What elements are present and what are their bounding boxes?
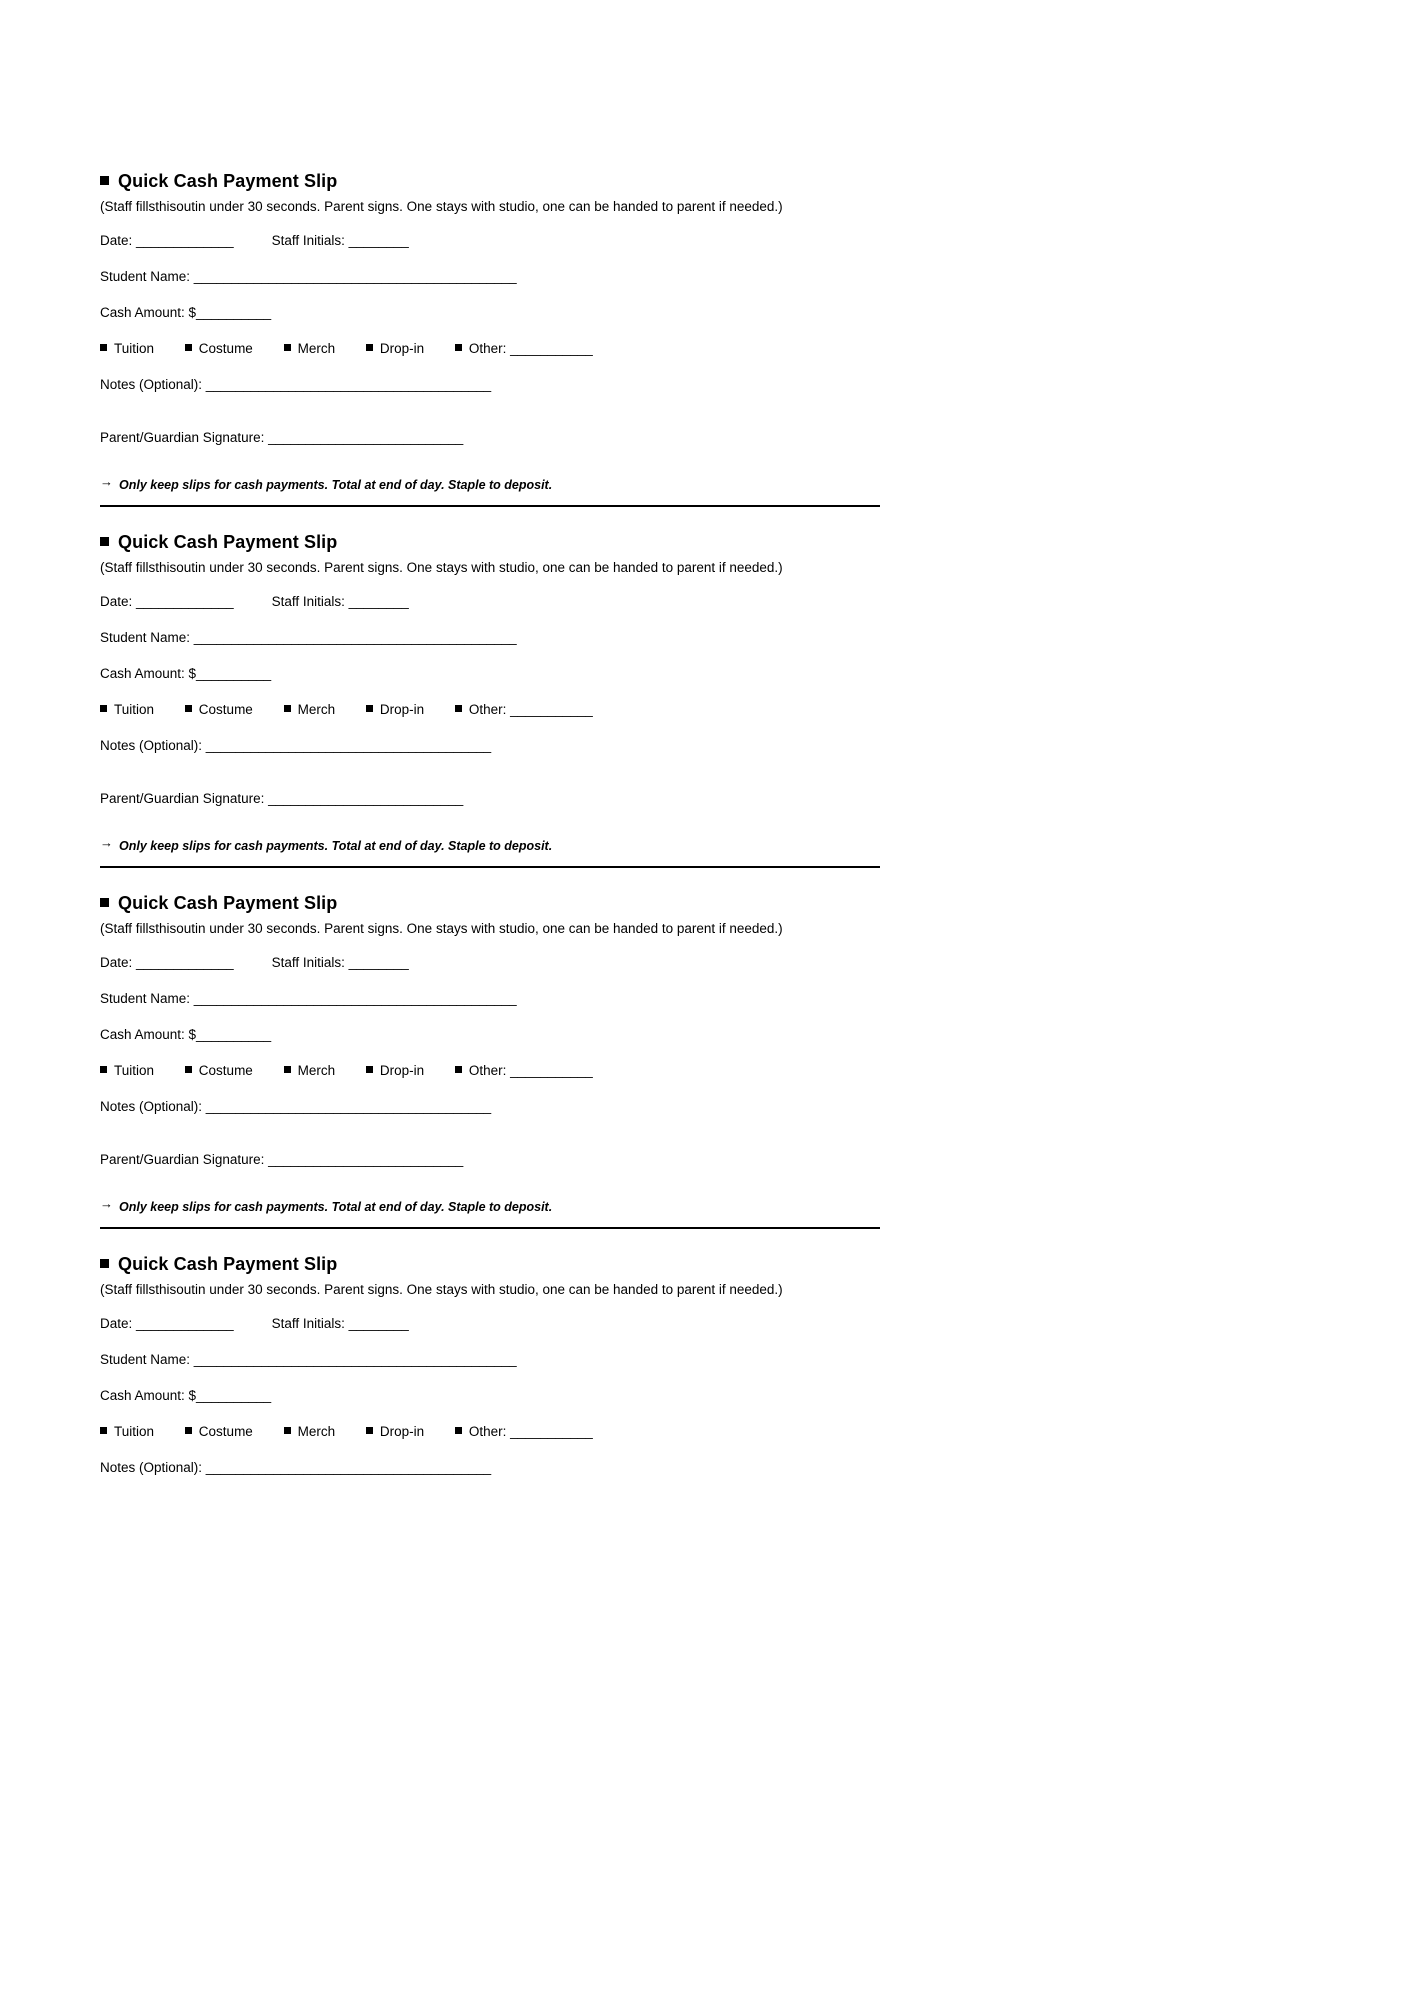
checkbox-option: [100, 340, 154, 357]
staff-initials-field: Staff Initials: ________: [271, 1316, 409, 1331]
date-field: Date: _____________: [100, 594, 234, 609]
staff-initials-field: Staff Initials: ________: [271, 594, 409, 609]
checkbox-label: Merch: [297, 341, 336, 356]
date-staff-row: [100, 1315, 880, 1332]
footer-note: [100, 1196, 880, 1215]
student-name-field: Student Name: ___________________________________________: [100, 991, 517, 1006]
signature-field: Parent/Guardian Signature: __________________________: [100, 1152, 464, 1167]
payment-slip: [100, 892, 880, 1229]
checkbox-label: Drop-in: [379, 1063, 425, 1078]
checkbox-icon: [100, 705, 107, 712]
checkbox-option: [455, 1423, 593, 1440]
checkbox-option: [100, 1062, 154, 1079]
slip-subtitle: (Staff fillsthisoutin under 30 seconds. Parent signs. One stays with studio, one can be handed to parent if needed.): [100, 199, 783, 214]
checkbox-label: Other: ___________: [468, 1063, 593, 1078]
checkbox-label: Costume: [198, 1063, 253, 1078]
notes-field: Notes (Optional): ______________________________________: [100, 1099, 492, 1114]
checkbox-icon: [100, 1427, 107, 1434]
date-staff-row: [100, 954, 880, 971]
category-checkbox-row: [100, 701, 880, 718]
checkbox-option: [185, 1062, 253, 1079]
student-name-field: Student Name: ___________________________________________: [100, 269, 517, 284]
category-checkbox-row: [100, 1062, 880, 1079]
checkbox-option: [284, 701, 336, 718]
category-checkbox-row: [100, 1423, 880, 1440]
checkbox-icon: [185, 1066, 192, 1073]
divider-rule: [100, 505, 880, 507]
checkbox-label: Tuition: [114, 1424, 155, 1439]
square-bullet-icon: [100, 176, 109, 185]
slip-subtitle: (Staff fillsthisoutin under 30 seconds. Parent signs. One stays with studio, one can be handed to parent if needed.): [100, 921, 783, 936]
notes-field: Notes (Optional): ______________________________________: [100, 738, 492, 753]
slip-title-text: Quick Cash Payment Slip: [118, 532, 338, 552]
slip-subtitle: (Staff fillsthisoutin under 30 seconds. Parent signs. One stays with studio, one can be handed to parent if needed.): [100, 560, 783, 575]
student-name-field: Student Name: ___________________________________________: [100, 630, 517, 645]
checkbox-label: Other: ___________: [468, 341, 593, 356]
checkbox-option: [455, 340, 593, 357]
checkbox-option: [185, 1423, 253, 1440]
divider-rule: [100, 866, 880, 868]
checkbox-label: Merch: [297, 1063, 336, 1078]
footer-note-text: Only keep slips for cash payments. Total at end of day. Staple to deposit.: [119, 478, 553, 492]
payment-slip-truncated: [100, 1253, 880, 1476]
staff-initials-field: Staff Initials: ________: [271, 233, 409, 248]
checkbox-option: [366, 701, 424, 718]
square-bullet-icon: [100, 1259, 109, 1268]
cash-amount-field: Cash Amount: $__________: [100, 1027, 272, 1042]
checkbox-icon: [100, 1066, 107, 1073]
checkbox-icon: [366, 1066, 373, 1073]
checkbox-option: [100, 1423, 154, 1440]
slip-title-text: Quick Cash Payment Slip: [118, 1254, 338, 1274]
checkbox-label: Merch: [297, 1424, 336, 1439]
checkbox-icon: [366, 1427, 373, 1434]
date-field: Date: _____________: [100, 233, 234, 248]
checkbox-label: Other: ___________: [468, 702, 593, 717]
checkbox-label: Merch: [297, 702, 336, 717]
footer-note-text: Only keep slips for cash payments. Total at end of day. Staple to deposit.: [119, 1200, 553, 1214]
checkbox-icon: [185, 1427, 192, 1434]
arrow-icon: →: [100, 474, 113, 489]
cash-amount-field: Cash Amount: $__________: [100, 305, 272, 320]
signature-field: Parent/Guardian Signature: __________________________: [100, 430, 464, 445]
payment-slip: [100, 170, 880, 507]
date-staff-row: [100, 232, 880, 249]
square-bullet-icon: [100, 537, 109, 546]
checkbox-label: Other: ___________: [468, 1424, 593, 1439]
checkbox-label: Costume: [198, 341, 253, 356]
checkbox-icon: [284, 1066, 291, 1073]
arrow-icon: →: [100, 1196, 113, 1211]
checkbox-label: Costume: [198, 702, 253, 717]
checkbox-option: [284, 1423, 336, 1440]
checkbox-option: [455, 1062, 593, 1079]
date-field: Date: _____________: [100, 1316, 234, 1331]
checkbox-label: Drop-in: [379, 341, 425, 356]
checkbox-label: Drop-in: [379, 702, 425, 717]
checkbox-icon: [455, 344, 462, 351]
checkbox-icon: [284, 1427, 291, 1434]
checkbox-icon: [455, 1066, 462, 1073]
signature-field: Parent/Guardian Signature: __________________________: [100, 791, 464, 806]
checkbox-option: [366, 1062, 424, 1079]
notes-field: Notes (Optional): ______________________________________: [100, 1460, 492, 1475]
slip-title-text: Quick Cash Payment Slip: [118, 893, 338, 913]
slip-title-text: Quick Cash Payment Slip: [118, 171, 338, 191]
checkbox-icon: [366, 705, 373, 712]
checkbox-label: Tuition: [114, 702, 155, 717]
checkbox-option: [366, 340, 424, 357]
checkbox-label: Costume: [198, 1424, 253, 1439]
footer-note-text: Only keep slips for cash payments. Total at end of day. Staple to deposit.: [119, 839, 553, 853]
checkbox-option: [284, 340, 336, 357]
date-staff-row: [100, 593, 880, 610]
checkbox-icon: [185, 705, 192, 712]
checkbox-label: Tuition: [114, 341, 155, 356]
square-bullet-icon: [100, 898, 109, 907]
checkbox-icon: [366, 344, 373, 351]
checkbox-option: [455, 701, 593, 718]
checkbox-icon: [284, 344, 291, 351]
divider-rule: [100, 1227, 880, 1229]
student-name-field: Student Name: ___________________________________________: [100, 1352, 517, 1367]
checkbox-option: [284, 1062, 336, 1079]
footer-note: [100, 835, 880, 854]
slip-title: [100, 170, 880, 192]
checkbox-icon: [185, 344, 192, 351]
checkbox-icon: [284, 705, 291, 712]
date-field: Date: _____________: [100, 955, 234, 970]
checkbox-option: [185, 340, 253, 357]
arrow-icon: →: [100, 835, 113, 850]
checkbox-label: Tuition: [114, 1063, 155, 1078]
checkbox-option: [100, 701, 154, 718]
slip-subtitle: (Staff fillsthisoutin under 30 seconds. Parent signs. One stays with studio, one can be handed to parent if needed.): [100, 1282, 783, 1297]
category-checkbox-row: [100, 340, 880, 357]
notes-field: Notes (Optional): ______________________________________: [100, 377, 492, 392]
payment-slip: [100, 531, 880, 868]
cash-amount-field: Cash Amount: $__________: [100, 666, 272, 681]
checkbox-option: [185, 701, 253, 718]
slip-title: [100, 1253, 880, 1275]
footer-note: [100, 474, 880, 493]
slip-title: [100, 892, 880, 914]
checkbox-icon: [455, 705, 462, 712]
cash-amount-field: Cash Amount: $__________: [100, 1388, 272, 1403]
staff-initials-field: Staff Initials: ________: [271, 955, 409, 970]
checkbox-icon: [455, 1427, 462, 1434]
checkbox-icon: [100, 344, 107, 351]
checkbox-option: [366, 1423, 424, 1440]
checkbox-label: Drop-in: [379, 1424, 425, 1439]
slip-title: [100, 531, 880, 553]
